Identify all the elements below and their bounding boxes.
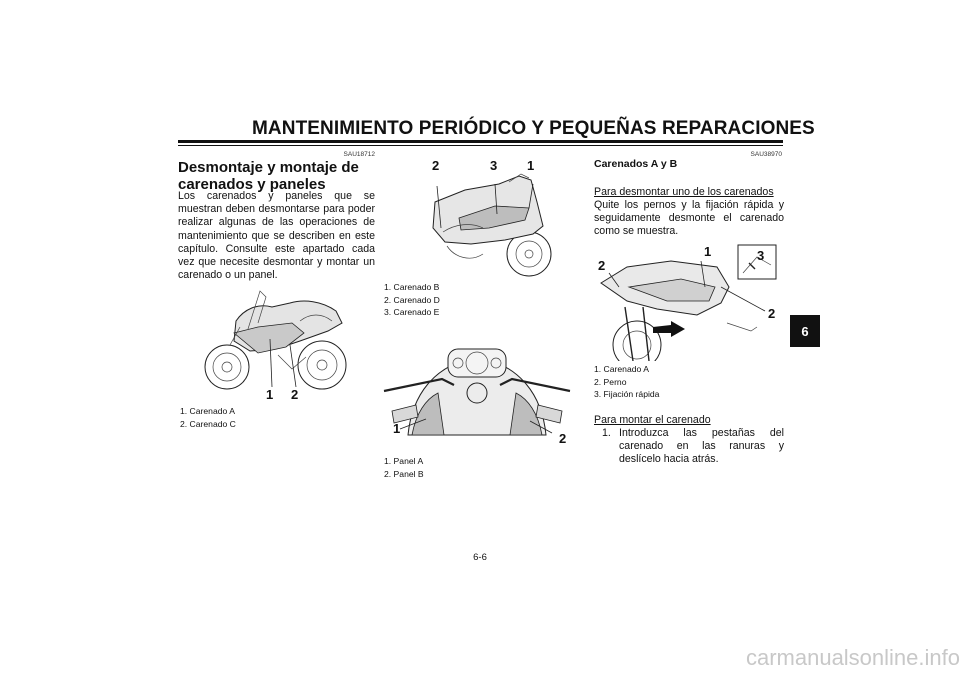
direction-arrow [653,321,685,337]
callout-1: 1 [266,387,274,402]
callout-2: 2 [291,387,299,402]
section-code: SAU38970 [750,151,782,158]
legend-item: 1. Carenado A [180,406,235,416]
front-wheel [205,345,249,389]
legend-item: 2. Carenado D [384,294,440,305]
header-rule [178,140,783,143]
section-code: SAU18712 [343,151,375,158]
install-heading: Para montar el carenado [594,414,711,426]
callout-1: 1 [527,158,535,173]
callout-2: 2 [598,258,606,273]
callout-2: 2 [432,158,440,173]
legend-item: 2. Perno [594,376,627,387]
page-header-title: MANTENIMIENTO PERIÓDICO Y PEQUEÑAS REPARACIONES [252,118,815,139]
header-rule-thin [178,145,783,146]
callout-2: 2 [559,431,567,446]
front-fairing-illustration [425,172,565,280]
figure-legend [594,363,659,401]
fairing-removal-illustration [597,243,782,361]
rear-wheel [298,341,346,389]
chapter-tab: 6 [790,315,820,347]
section-body: Los carenados y paneles que se muestran deben desmontarse para poder realizar algunas de las operaciones de mantenimiento que se describen en este capítulo. Consulte este apartado cada vez que necesite desmontar y montar un carenado o un panel. [178,190,375,282]
legend-item: 1. Carenado A [594,364,649,374]
legend-item: 3. Fijación rápida [594,389,660,400]
callout-3: 3 [490,158,498,173]
legend-item: 1. Panel A [384,456,424,466]
subsection-title: Carenados A y B [594,158,678,170]
watermark: carmanualsonline.info [745,645,960,670]
figure-legend [384,281,440,319]
motorcycle-side-illustration [200,283,350,401]
legend-item: 2. Carenado C [180,418,236,429]
legend-item: 1. Carenado B [384,282,440,292]
remove-body: Quite los pernos y la fijación rápida y seguidamente desmonte el carenado como se muestra. [594,199,784,238]
install-step: Introduzca las pestañas del carenado en las ranuras y deslícelo hacia atrás. [619,427,784,466]
callout-2: 2 [768,306,776,321]
section-title: Desmontaje y montaje de carenados y paneles [178,159,359,193]
remove-heading: Para desmontar uno de los carenados [594,186,774,198]
install-step-number: 1. [602,427,611,439]
figure-legend [384,455,424,480]
figure-legend [180,405,236,430]
legend-item: 3. Carenado E [384,307,440,318]
page-number: 6-6 [473,552,487,563]
callout-3: 3 [757,248,765,263]
callout-1: 1 [704,244,712,259]
cockpit-illustration [382,335,572,450]
instrument-cluster [448,349,506,377]
callout-1: 1 [393,421,401,436]
legend-item: 2. Panel B [384,468,424,479]
